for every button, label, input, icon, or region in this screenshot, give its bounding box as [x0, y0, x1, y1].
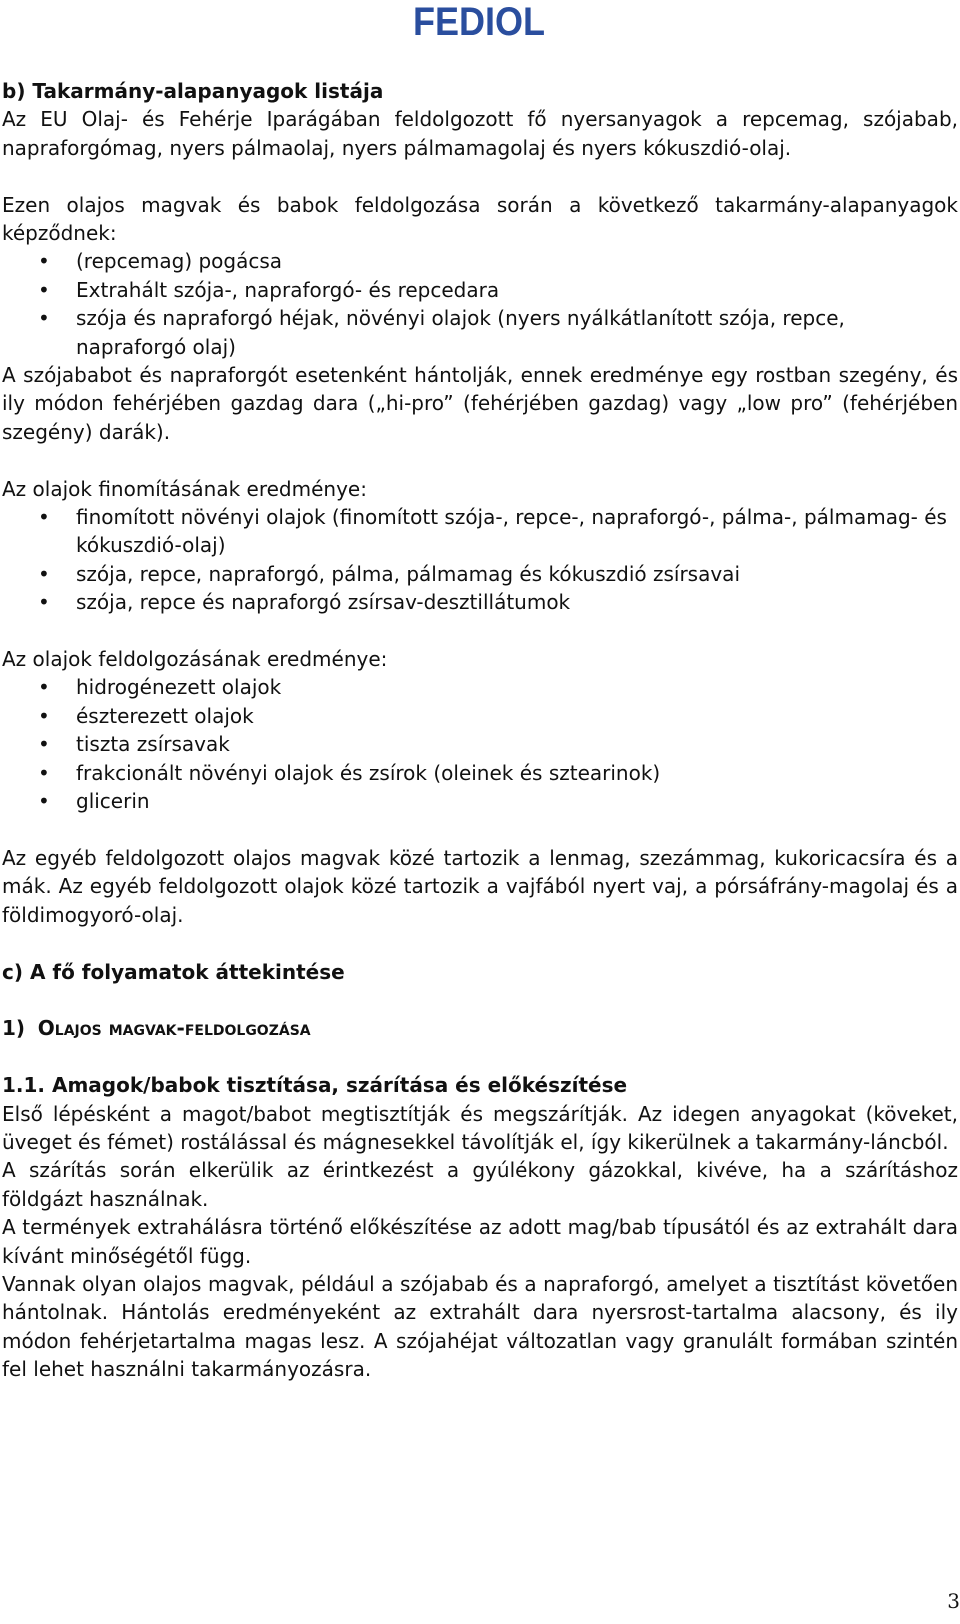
- list-item-text: glicerin: [76, 789, 150, 814]
- section-b-para2: Ezen olajos magvak és babok feldolgozása során a következő takarmány-alapanyagok képződnek:: [2, 192, 958, 246]
- document-body: [2, 77, 958, 1384]
- list-item: [2, 503, 958, 560]
- list-item-text: (repcemag) pogácsa: [76, 249, 283, 274]
- page-number: 3: [947, 1589, 960, 1613]
- section-c-para: Vannak olyan olajos magvak, például a szójabab és a napraforgó, amelyet a tisztítást követően hántolnak. Hántolás eredményeként az extrahált dara nyersrost-tartalma alacsony, és ily módon fehérjetartalma magas lesz. A szójahéjat változatlan vagy granulált formában szintén fel lehet használni takarmányozásra.: [2, 1271, 958, 1382]
- bullet-icon: •: [38, 505, 50, 530]
- list-item: [2, 560, 958, 588]
- byproducts-list: [2, 247, 958, 361]
- bullet-icon: •: [38, 732, 50, 757]
- processing-list: [2, 673, 958, 815]
- section-b-intro: Az EU Olaj- és Fehérje Iparágában feldolgozott fő nyersanyagok a repcemag, szójabab, napraforgómag, nyers pálmaolaj, nyers pálmamagolaj és nyers kókuszdió-olaj.: [2, 107, 958, 160]
- list-item: [2, 588, 958, 616]
- subsection-title: Olajos magvak-feldolgozása: [37, 1016, 311, 1041]
- list-item-text: szója és napraforgó héjak, növényi olajok (nyers nyálkátlanított szója, repce, napraforgó olaj): [76, 306, 845, 359]
- section-c-para: A termények extrahálásra történő előkészítése az adott mag/bab típusától és az extrahált dara kívánt minőségétől függ.: [2, 1215, 958, 1268]
- bullet-icon: •: [38, 760, 50, 785]
- list-item-text: észterezett olajok: [76, 703, 254, 728]
- bullet-icon: •: [38, 590, 50, 615]
- bullet-icon: •: [38, 249, 50, 274]
- list-item: [2, 702, 958, 730]
- list-item-text: tiszta zsírsavak: [76, 732, 230, 757]
- list-item-text: szója, repce és napraforgó zsírsav-desztillátumok: [76, 590, 571, 615]
- list-item: [2, 276, 958, 304]
- list-item-text: finomított növényi olajok (finomított szója-, repce-, napraforgó-, pálma-, pálmamag- és kókuszdió-olaj): [76, 505, 947, 558]
- section-b-para5: Az olajok feldolgozásának eredménye:: [2, 647, 388, 672]
- refining-list: [2, 503, 958, 617]
- bullet-icon: •: [38, 789, 50, 814]
- bullet-icon: •: [38, 277, 50, 302]
- bullet-icon: •: [38, 306, 50, 331]
- subsubsection-heading: 1.1. Amagok/babok tisztítása, szárítása és előkészítése: [2, 1073, 628, 1098]
- bullet-icon: •: [38, 561, 50, 586]
- section-c-para: Első lépésként a magot/babot megtisztítják és megszárítják. Az idegen anyagokat (köveket, üveget és fémet) rostálással és mágnesekkel távolítják el, így kikerülnek a takarmány-láncból.: [2, 1101, 958, 1154]
- fediol-logo: [411, 0, 547, 42]
- list-item-text: frakcionált növényi olajok és zsírok (oleinek és sztearinok): [76, 760, 661, 785]
- section-b-para3: A szójababot és napraforgót esetenként hántolják, ennek eredménye egy rostban szegény, és ily módon fehérjében gazdag dara („hi-pro” (fehérjében gazdag) vagy „low pro” (fehérjében szegény) darák).: [2, 363, 958, 444]
- section-b-heading: b) Takarmány-alapanyagok listája: [2, 79, 384, 103]
- list-item-text: szója, repce, napraforgó, pálma, pálmamag és kókuszdió zsírsavai: [76, 561, 740, 586]
- list-item: [2, 730, 958, 758]
- list-item: [2, 787, 958, 815]
- subsection-number: 1): [2, 1016, 26, 1041]
- list-item-text: hidrogénezett olajok: [76, 675, 282, 700]
- list-item: [2, 759, 958, 787]
- section-b-para4: Az olajok finomításának eredménye:: [2, 476, 367, 501]
- fediol-logo-text: FEDIOL: [413, 0, 545, 42]
- list-item-text: Extrahált szója-, napraforgó- és repcedara: [76, 277, 500, 302]
- list-item: [2, 304, 958, 361]
- section-c-para: A szárítás során elkerülik az érintkezést a gyúlékony gázokkal, kivéve, ha a szárításhoz földgázt használnak.: [2, 1158, 958, 1211]
- list-item: [2, 247, 958, 275]
- section-c-heading: c) A fő folyamatok áttekintése: [2, 959, 345, 984]
- list-item: [2, 673, 958, 701]
- bullet-icon: •: [38, 703, 50, 728]
- subsection-heading: [2, 1014, 958, 1042]
- bullet-icon: •: [38, 675, 50, 700]
- section-b-para6: Az egyéb feldolgozott olajos magvak közé tartozik a lenmag, szezámmag, kukoricacsíra és a mák. Az egyéb feldolgozott olajok közé tartozik a vajfából nyert vaj, a pórsáfrány-magolaj és a földimogyoró-olaj.: [2, 845, 958, 927]
